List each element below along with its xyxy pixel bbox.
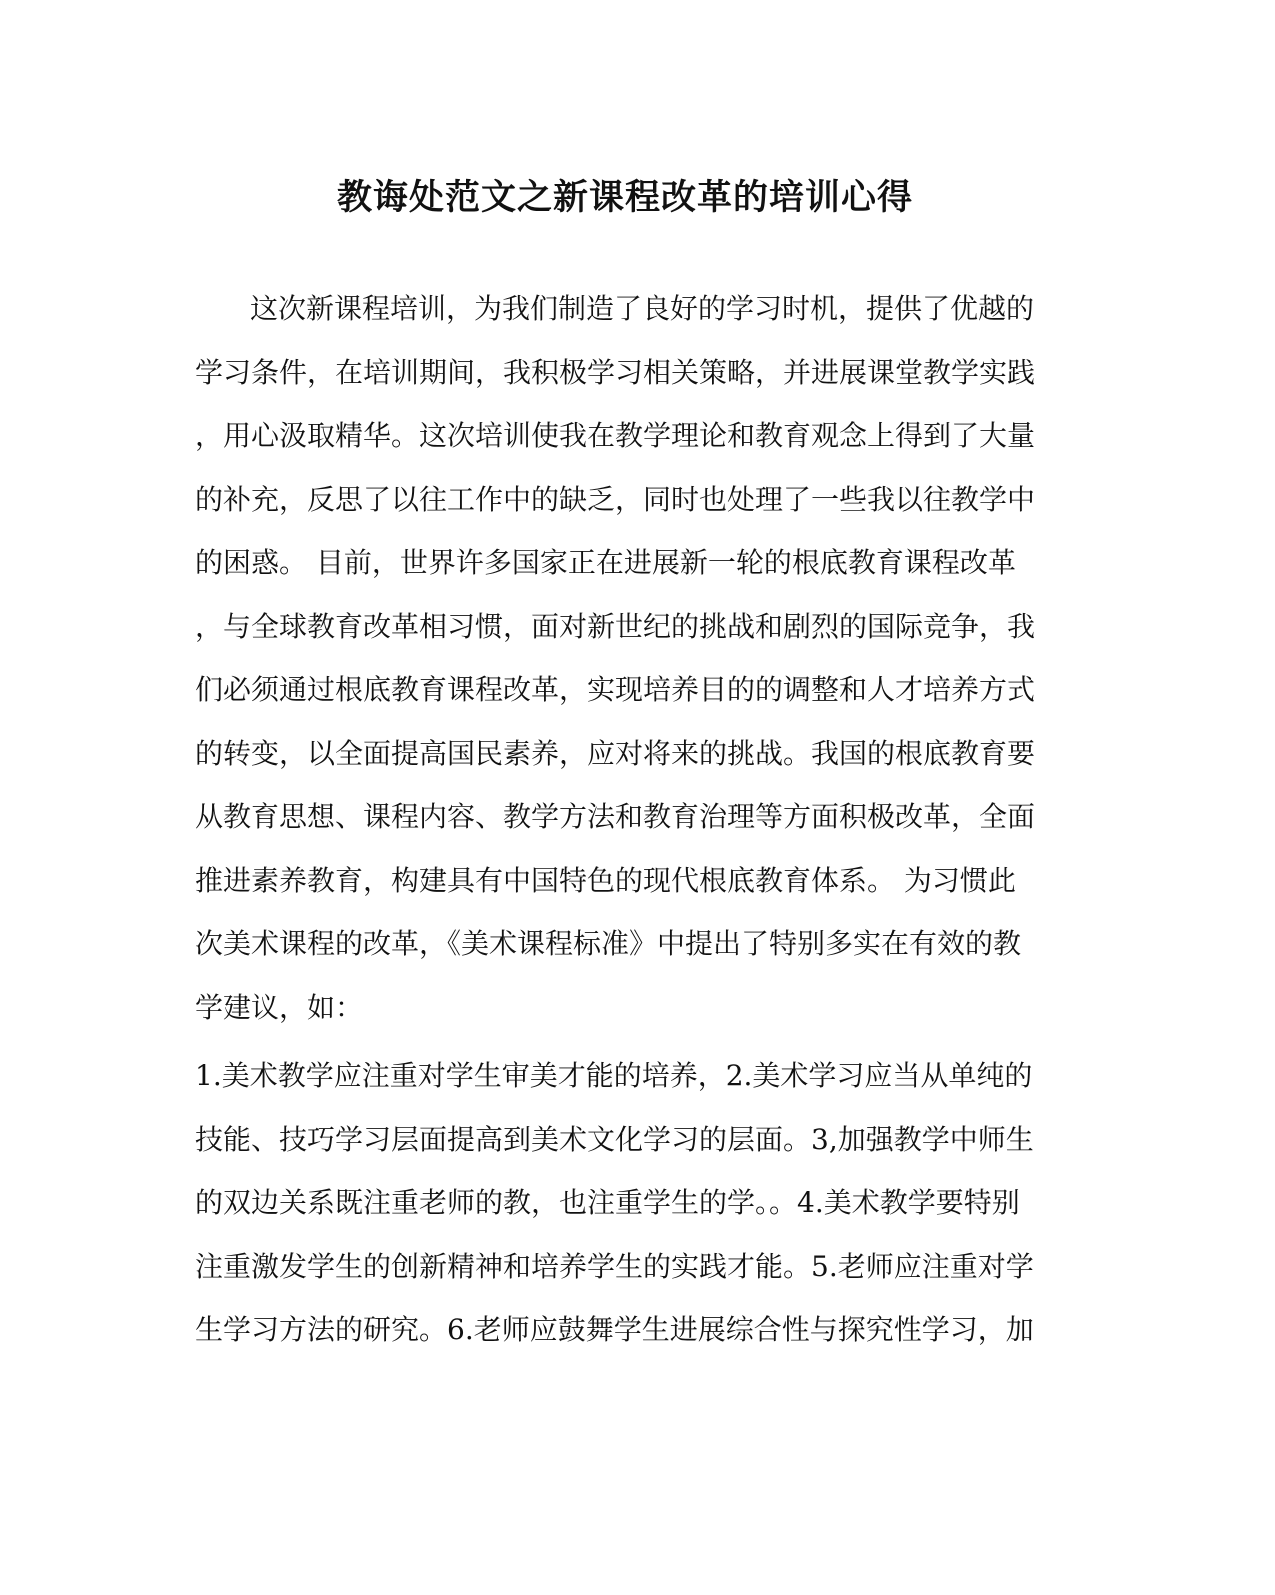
body-text-line: 的困惑。 目前，世界许多国家正在进展新一轮的根底教育课程改革 xyxy=(195,546,1016,579)
body-text-line: 学建议，如： xyxy=(195,991,364,1024)
body-text-line: 推进素养教育，构建具有中国特色的现代根底教育体系。 为习惯此 xyxy=(195,864,1016,897)
body-text-line: 1.美术教学应注重对学生审美才能的培养，2.美术学习应当从单纯的 xyxy=(195,1059,1033,1092)
body-text-line: ，与全球教育改革相习惯，面对新世纪的挑战和剧烈的国际竞争，我 xyxy=(195,610,1036,643)
document-title: 教诲处范文之新课程改革的培训心得 xyxy=(336,177,913,218)
body-text-line: 的补充，反思了以往工作中的缺乏，同时也处理了一些我以往教学中 xyxy=(195,483,1036,516)
body-text-line: 生学习方法的研究。6.老师应鼓舞学生进展综合性与探究性学习，加 xyxy=(195,1313,1034,1346)
body-text-line: 学习条件，在培训期间，我积极学习相关策略，并进展课堂教学实践 xyxy=(195,356,1036,389)
body-text-line: 从教育思想、课程内容、教学方法和教育治理等方面积极改革，全面 xyxy=(195,800,1036,833)
body-text-line: 的双边关系既注重老师的教，也注重学生的学。。4.美术教学要特别 xyxy=(195,1186,1020,1219)
body-text-line: 这次新课程培训，为我们制造了良好的学习时机，提供了优越的 xyxy=(250,292,1035,325)
body-text-line: 技能、技巧学习层面提高到美术文化学习的层面。3,加强教学中师生 xyxy=(195,1123,1034,1156)
body-text-line: 注重激发学生的创新精神和培养学生的实践才能。5.老师应注重对学 xyxy=(195,1250,1034,1283)
body-text-line: 的转变，以全面提高国民素养，应对将来的挑战。我国的根底教育要 xyxy=(195,737,1036,770)
body-text-line: 们必须通过根底教育课程改革，实现培养目的的调整和人才培养方式 xyxy=(195,673,1036,706)
body-text-line: ，用心汲取精华。这次培训使我在教学理论和教育观念上得到了大量 xyxy=(195,419,1036,452)
body-text-line: 次美术课程的改革，《美术课程标准》中提出了特别多实在有效的教 xyxy=(195,927,1022,960)
